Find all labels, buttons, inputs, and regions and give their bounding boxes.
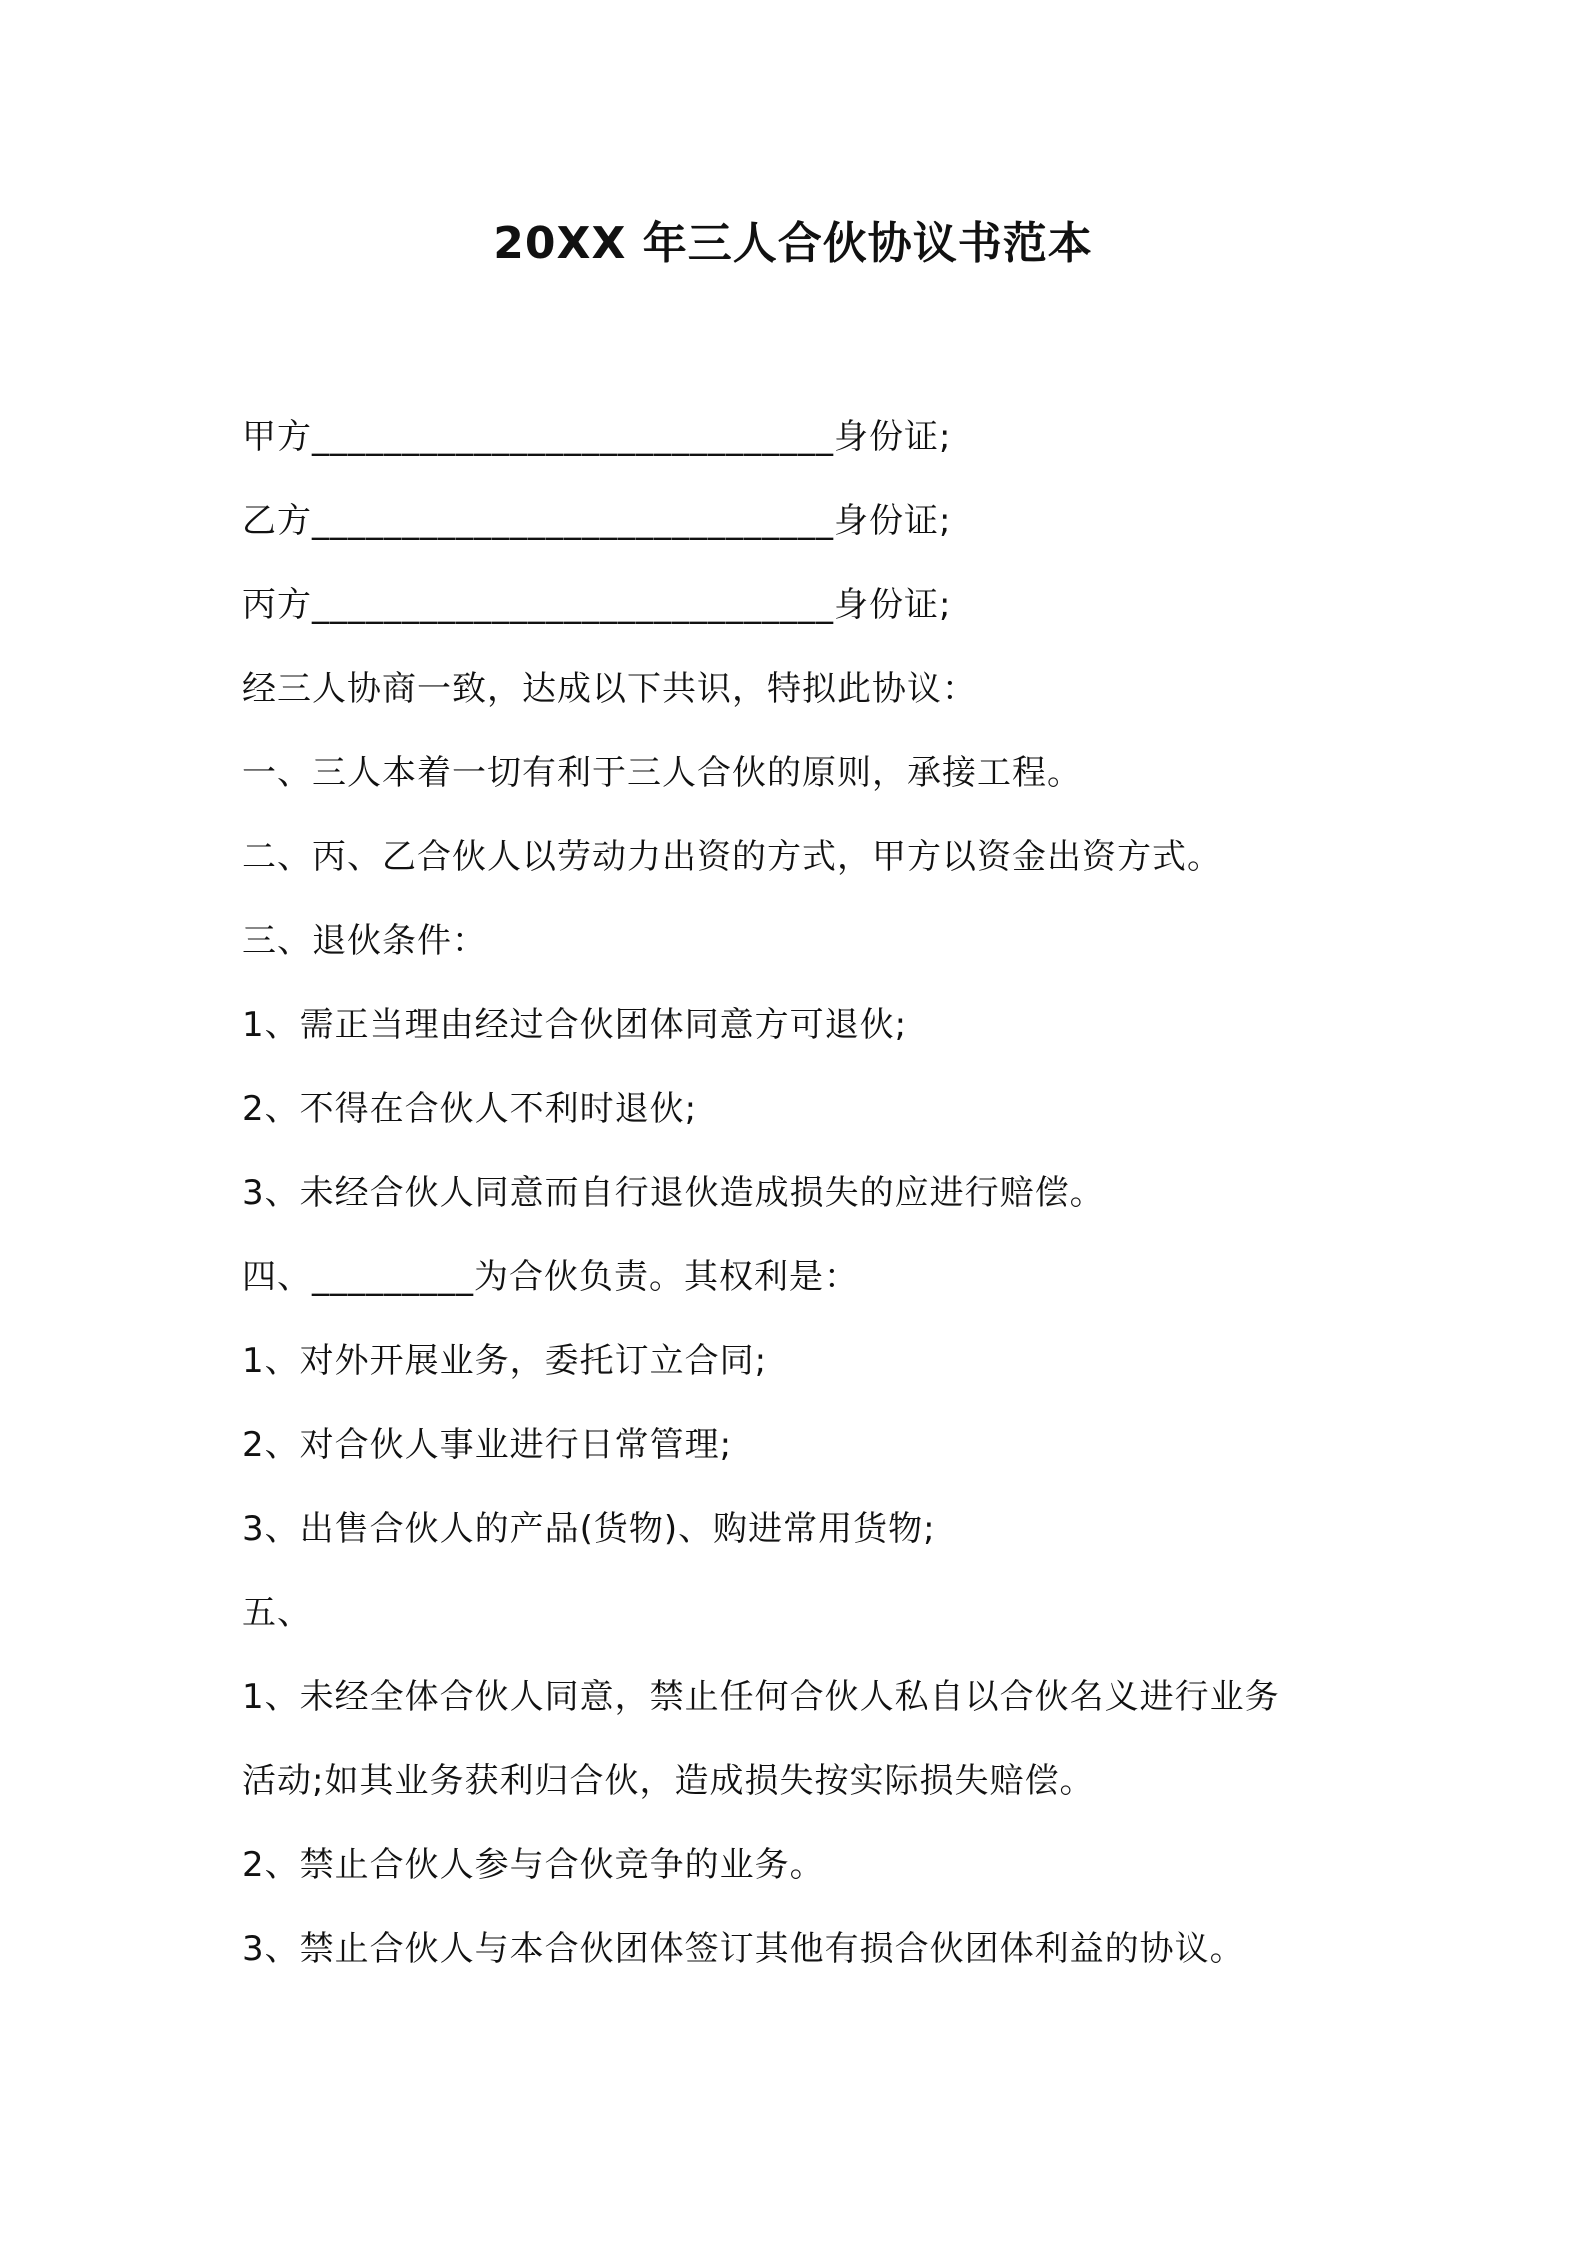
- clause-2: 二、丙、乙合伙人以劳动力出资的方式，甲方以资金出资方式。: [242, 837, 1222, 877]
- clause-3-item-3: 3、未经合伙人同意而自行退伙造成损失的应进行赔偿。: [242, 1173, 1105, 1213]
- document-title: 20XX 年三人合伙协议书范本: [493, 218, 1093, 269]
- clause-5-item-1-continued: 活动;如其业务获利归合伙，造成损失按实际损失赔偿。: [242, 1761, 1095, 1801]
- clause-4-item-3: 3、出售合伙人的产品(货物)、购进常用货物;: [242, 1509, 936, 1549]
- party-b-line: 乙方_____________________________身份证;: [242, 501, 952, 541]
- party-c-line: 丙方_____________________________身份证;: [242, 585, 952, 625]
- agreement-intro: 经三人协商一致，达成以下共识，特拟此协议：: [242, 669, 977, 709]
- clause-3-item-1: 1、需正当理由经过合伙团体同意方可退伙;: [242, 1005, 908, 1045]
- clause-4-item-2: 2、对合伙人事业进行日常管理;: [242, 1425, 733, 1465]
- clause-5-item-2: 2、禁止合伙人参与合伙竞争的业务。: [242, 1845, 825, 1885]
- clause-4-heading: 四、_________为合伙负责。其权利是：: [242, 1257, 859, 1297]
- clause-5-item-1: 1、未经全体合伙人同意，禁止任何合伙人私自以合伙名义进行业务: [242, 1677, 1280, 1717]
- clause-3-item-2: 2、不得在合伙人不利时退伙;: [242, 1089, 698, 1129]
- clause-4-item-1: 1、对外开展业务，委托订立合同;: [242, 1341, 768, 1381]
- party-a-line: 甲方_____________________________身份证;: [242, 417, 952, 457]
- clause-1: 一、三人本着一切有利于三人合伙的原则，承接工程。: [242, 753, 1082, 793]
- clause-5-heading: 五、: [242, 1593, 312, 1633]
- clause-5-item-3: 3、禁止合伙人与本合伙团体签订其他有损合伙团体利益的协议。: [242, 1929, 1245, 1969]
- clause-3-heading: 三、退伙条件：: [242, 921, 487, 961]
